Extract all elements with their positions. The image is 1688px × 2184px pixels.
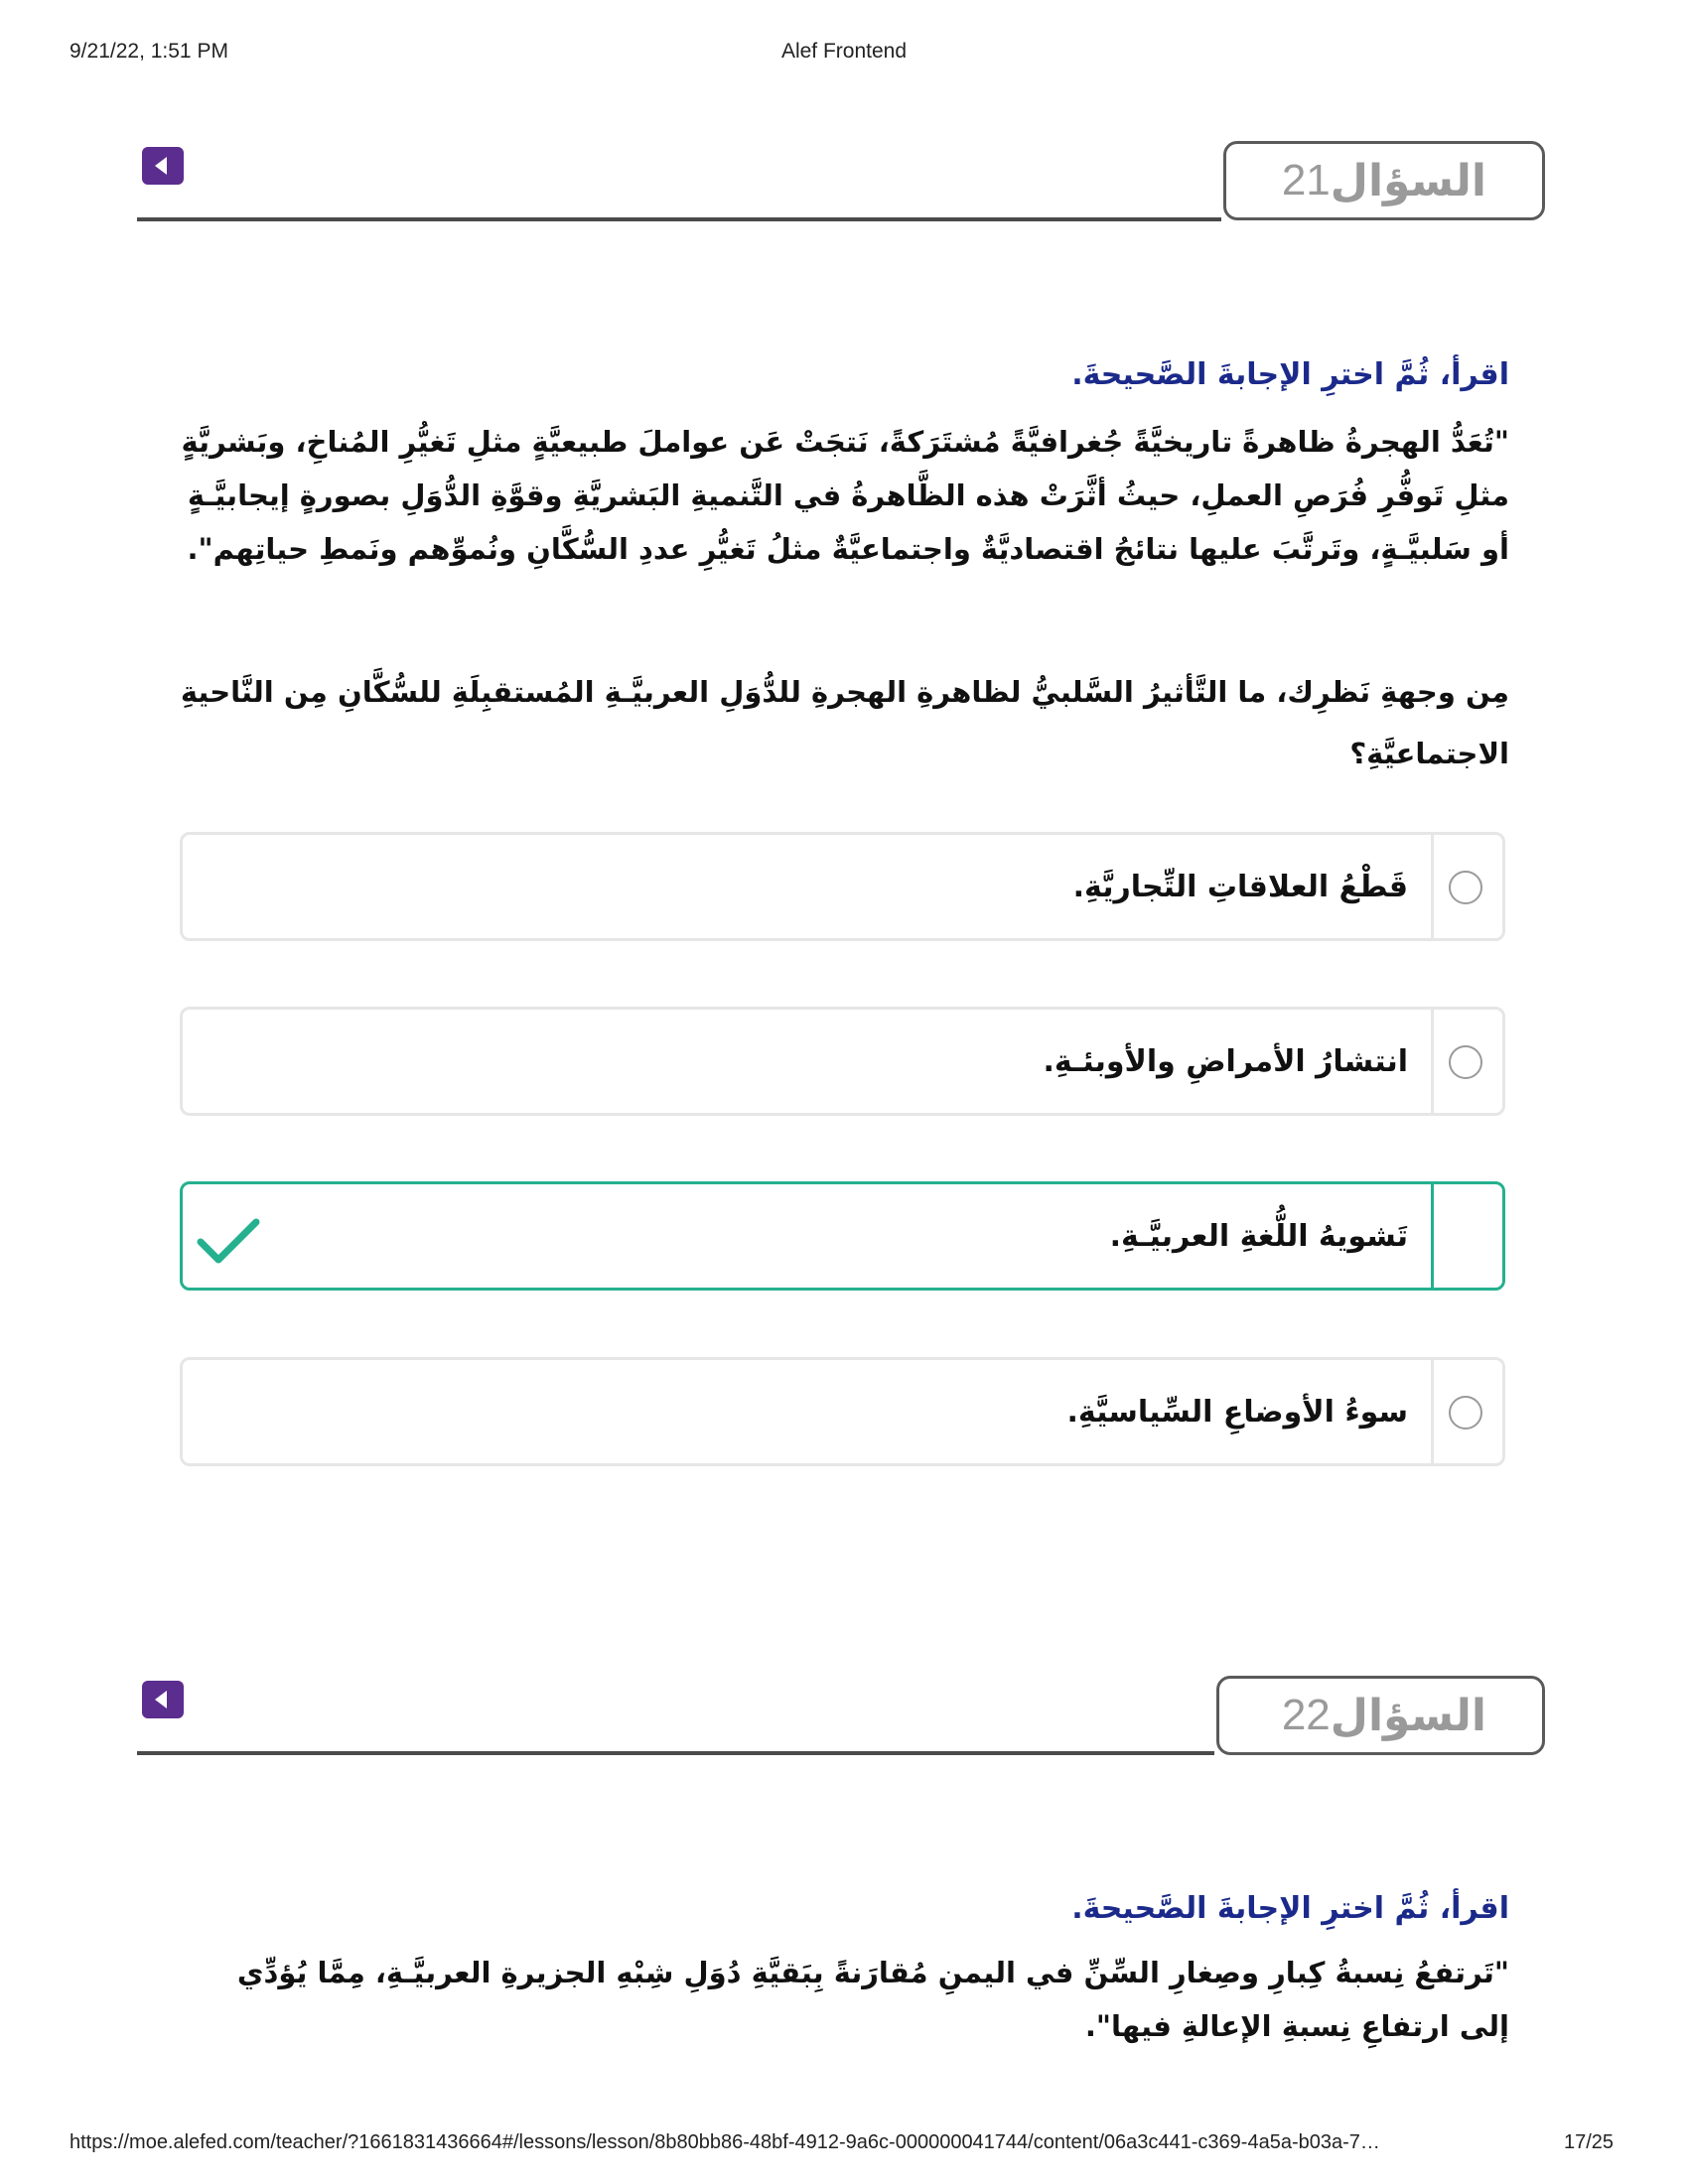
question-number-tab — [1216, 1676, 1545, 1755]
checkmark-icon — [197, 1216, 260, 1266]
question-passage: "تَرتفعُ نِسبةُ كِبارِ وصِغارِ السِّنِّ في اليمنِ مُقارَنةً بِبَقيَّةِ دُوَلِ شِبْهِ الجزيرةِ العربيَّـةِ، مِمَّا يُؤدِّي إلى ارتفاعِ نِسبةِ الإعالةِ فيها". — [236, 1956, 1509, 2043]
collapse-button[interactable] — [142, 147, 184, 185]
radio-button[interactable] — [1449, 871, 1482, 904]
collapse-button[interactable] — [142, 1681, 184, 1718]
answer-option[interactable] — [180, 1007, 1505, 1116]
radio-cell — [1431, 1010, 1502, 1113]
question-prompt: مِن وجهةِ نَظرِك، ما التَّأثيرُ السَّلبيُّ لظاهرةِ الهجرةِ للدُّوَلِ العربيَّـةِ المُستقبِلَةِ للسُّكَّانِ مِن النَّاحيةِ الاجتماعيَّةِ؟ — [180, 675, 1509, 770]
question-number: 22 — [1281, 1691, 1331, 1739]
question-number: 21 — [1281, 156, 1331, 205]
radio-button[interactable] — [1449, 1396, 1482, 1430]
question-label: السؤال — [1330, 1690, 1486, 1741]
answer-option-label: قَطْعُ العلاقاتِ التِّجاريَّةِ. — [1072, 869, 1408, 904]
radio-cell — [1431, 1360, 1502, 1463]
question-instruction: اقرأ، ثُمَّ اخترِ الإجابةَ الصَّحيحةَ. — [1071, 357, 1509, 392]
answer-option-correct[interactable] — [180, 1181, 1505, 1291]
print-date: 9/21/22, 1:51 PM — [70, 40, 228, 63]
question-number-tab — [1223, 141, 1545, 220]
question-divider — [137, 1751, 1214, 1755]
answer-option[interactable] — [180, 832, 1505, 941]
answer-option-label: سوءُ الأوضاعِ السِّياسيَّةِ. — [1066, 1394, 1408, 1430]
answer-option[interactable] — [180, 1357, 1505, 1466]
page-title: Alef Frontend — [780, 40, 908, 63]
page-count: 17/25 — [1564, 2131, 1615, 2153]
page-url: https://moe.alefed.com/teacher/?1661831436664#/lessons/lesson/8b80bb86-48bf-4912-9a6c-000000041744/content/06a3c441-c369-4a5a-b03a-7… — [70, 2131, 1380, 2153]
radio-button[interactable] — [1449, 1045, 1482, 1079]
question-instruction: اقرأ، ثُمَّ اخترِ الإجابةَ الصَّحيحةَ. — [1071, 1891, 1509, 1926]
radio-cell — [1431, 835, 1502, 938]
radio-cell — [1431, 1184, 1502, 1288]
question-label: السؤال — [1330, 155, 1486, 206]
question-passage: "تُعَدُّ الهجرةُ ظاهرةً تاريخيَّةً جُغرافيَّةً مُشتَرَكةً، نَتجَتْ عَن عواملَ طبيعيَّةٍ مثلِ تَغيُّرِ المُناخِ، وبَشريَّةٍ مثلِ تَوفُّرِ فُرَصِ العملِ، حيثُ أثَّرَتْ هذه الظَّاهرةُ في التَّنميةِ البَشريَّةِ وقوَّةِ الدُّوَلِ بصورةٍ إيجابيَّـةٍ أو سَلبيَّـةٍ، وتَرتَّبَ عليها نتائجُ اقتصاديَّةٌ واجتماعيَّةٌ مثلُ تَغيُّرِ عددِ السُّكَّانِ ونُموِّهم ونَمطِ حياتِهم". — [181, 425, 1509, 566]
answer-option-label: تَشويهُ اللُّغةِ العربيَّـةِ. — [1109, 1218, 1408, 1254]
answer-option-label: انتشارُ الأمراضِ والأوبئـةِ. — [1043, 1043, 1408, 1079]
question-divider — [137, 217, 1221, 221]
